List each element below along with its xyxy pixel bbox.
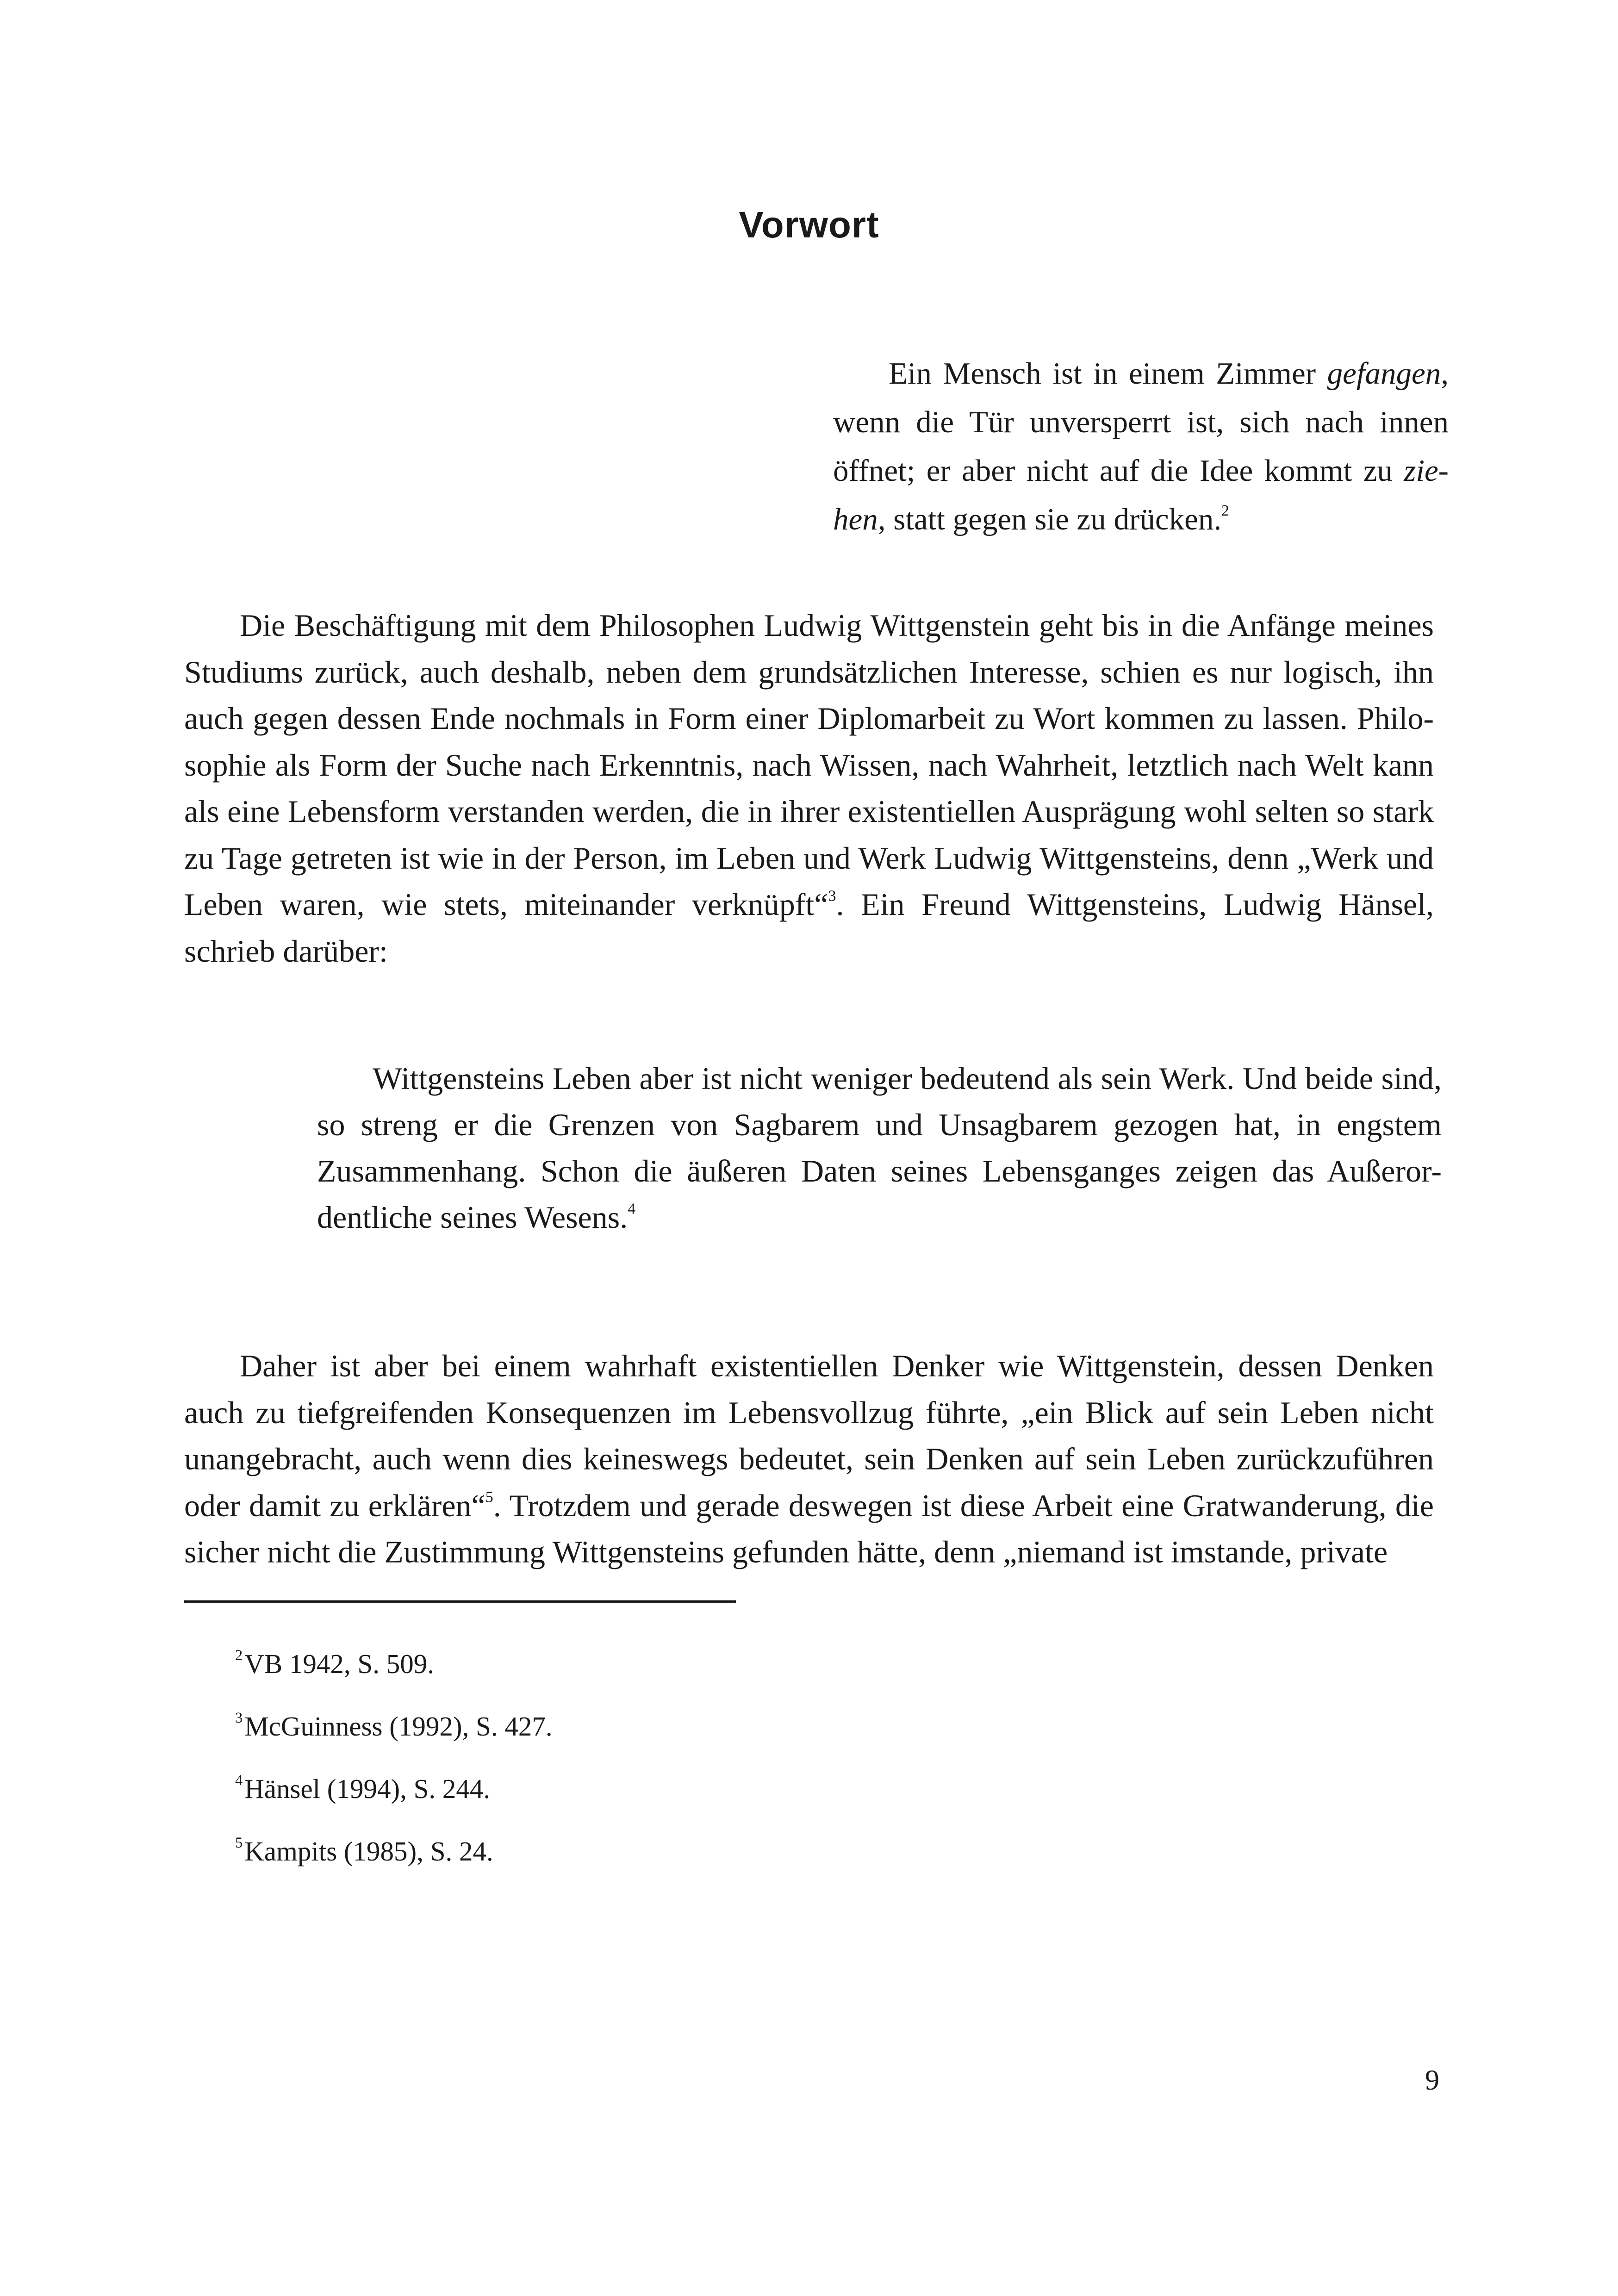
epigraph-text: , statt gegen sie zu drücken. — [877, 502, 1222, 536]
paragraph-text: Daher ist aber bei einem wahrhaft existentiellen Denker wie Wittgenstein, dessen Denken auch zu tiefgreifenden Konsequenzen im Lebensvollzug führte, „ein Blick auf sein Leben nicht unangebracht, auch wenn dies keineswegs bedeutet, sein Denken auf sein Leben zurückzuführen oder damit zu erklären“ — [184, 1348, 1434, 1523]
footnote-marker: 4 — [628, 1200, 636, 1218]
footnote-text: VB 1942, S. 509. — [244, 1649, 434, 1679]
chapter-title: Vorwort — [739, 204, 879, 245]
footnote-text: Kampits (1985), S. 24. — [244, 1836, 493, 1867]
body-paragraph — [184, 1343, 1434, 1575]
paragraph-text: . Ein Freund Wittgensteins, Ludwig Hänsel, schrieb darüber: — [184, 887, 1434, 969]
footnote-number: 5 — [235, 1835, 243, 1852]
body-paragraph — [184, 602, 1434, 974]
footnote-marker: 5 — [485, 1488, 493, 1506]
paragraph-text: Die Beschäftigung mit dem Philosophen Ludwig Wittgenstein geht bis in die Anfänge meines Studiums zurück, auch deshalb, neben dem grundsätzlichen Interesse, schien es nur logisch, ihn auch gegen dessen Ende nochmals in Form einer Diplomarbeit zu Wort kommen zu lassen. Philo-sophie als Form der Suche nach Erkenntnis, nach Wissen, nach Wahrheit, letztlich nach Welt kann als eine Lebensform verstanden werden, die in ihrer existentiellen Ausprägung wohl selten so stark zu Tage getreten ist wie in der Person, im Leben und Werk Ludwig Wittgensteins, denn „Werk und Leben waren, wie stets, miteinander verknüpft“ — [184, 608, 1434, 922]
footnote-marker: 2 — [1221, 502, 1229, 519]
footnote-text: Hänsel (1994), S. 244. — [244, 1773, 491, 1804]
footnote-text: McGuinness (1992), S. 427. — [244, 1711, 553, 1742]
footnote-number: 4 — [235, 1772, 243, 1789]
epigraph-text: , wenn die Tür unversperrt ist, sich nach innen öffnet; er aber nicht auf die Idee kommt zu — [833, 356, 1449, 488]
footnote — [235, 1710, 553, 1742]
footnote-separator — [184, 1600, 736, 1603]
block-quote — [317, 1055, 1442, 1240]
footnote — [235, 1648, 553, 1680]
epigraph — [833, 349, 1449, 544]
footnote — [235, 1773, 553, 1805]
footnote-number: 3 — [235, 1710, 243, 1727]
footnote-marker: 3 — [828, 887, 836, 905]
epigraph-text: Ein Mensch ist in einem Zimmer — [889, 356, 1327, 391]
footnote — [235, 1835, 553, 1867]
footnote-number: 2 — [235, 1647, 243, 1664]
page-number: 9 — [1425, 2065, 1439, 2096]
footnotes — [235, 1648, 553, 1898]
epigraph-emphasis: gefangen — [1327, 356, 1441, 391]
paragraph-text: . Trotzdem und gerade deswegen ist diese Arbeit eine Gratwanderung, die sicher nicht die Zustimmung Wittgensteins gefunden hätte, denn „niemand ist imstande, private — [184, 1487, 1434, 1569]
quote-text: Wittgensteins Leben aber ist nicht weniger bedeutend als sein Werk. Und beide sind, so streng er die Grenzen von Sagbarem und Unsagbarem gezogen hat, in engstem Zusammenhang. Schon die äußeren Daten seines Lebensganges zeigen das Außeror-dentliche seines Wesens. — [317, 1061, 1442, 1235]
epigraph-emphasis: zie-hen — [833, 454, 1449, 536]
